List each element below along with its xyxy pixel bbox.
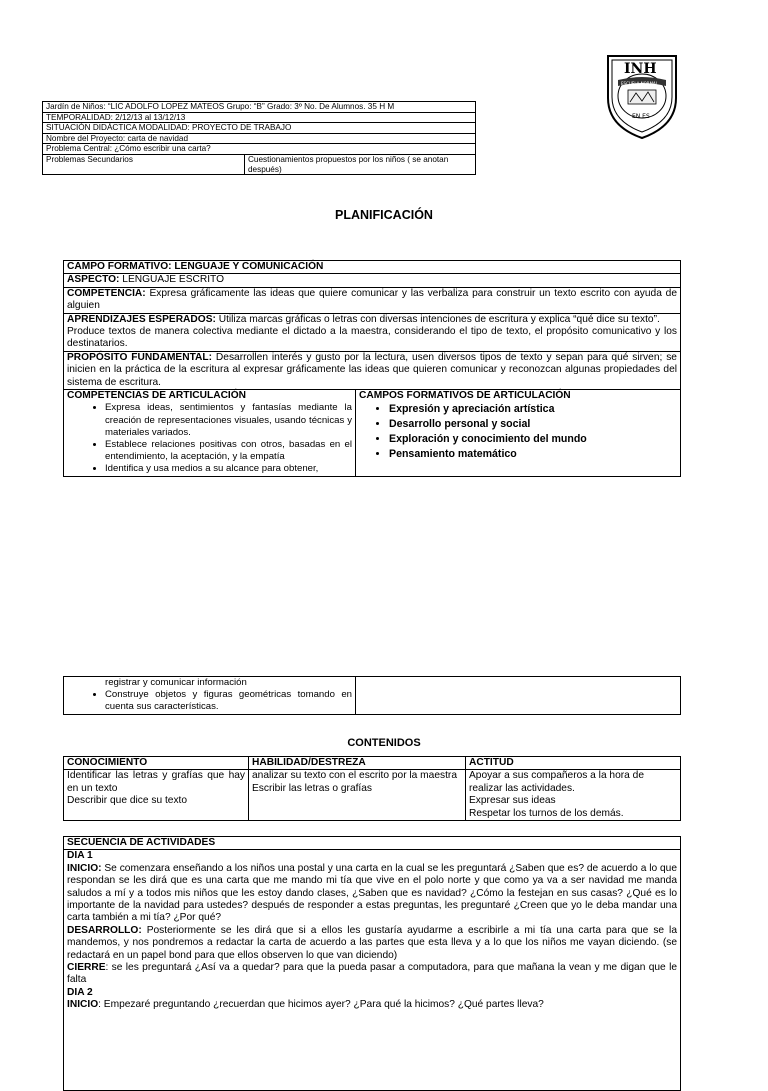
proposito-value: Desarrollen interés y gusto por la lectura, usen diversos tipos de texto y sepan para qué sirven; se inicien en la práctica de la escritura al expresar gráficamente las ideas que quieren comunicar y reconozcan algunas propiedades del sistema de escritura. [67, 351, 677, 388]
conocimiento-cell [64, 770, 249, 821]
conocimiento-item: Describir que dice su texto [67, 795, 188, 807]
desarrollo-label: DESARROLLO: [67, 924, 142, 936]
list-item: • Identifica y usa medios a su alcance para obtener, [105, 463, 352, 475]
header-row-school: Jardín de Niños: “LIC ADOLFO LOPEZ MATEOS Grupo: “B” Grado: 3º No. De Alumnos. 35 H M [43, 102, 476, 113]
actitud-item: Respetar los turnos de los demás. [469, 807, 624, 819]
aspecto-label: ASPECTO: [67, 274, 120, 286]
cont-line: registrar y comunicar información [105, 677, 247, 688]
dia-1-label: DIA 1 [67, 850, 93, 862]
inicio-paragraph [67, 863, 677, 925]
comp-art-list-cont [67, 689, 352, 713]
header-row-problema: Problema Central: ¿Cómo escribir una carta? [43, 144, 476, 155]
competencia-value: Expresa gráficamente las ideas que quiere comunicar y las verbaliza para construir un texto escrito con ayuda de alguien [67, 287, 677, 312]
school-crest-icon [604, 46, 680, 140]
logo-text-ring: ESCUELA NORMAL [621, 81, 658, 86]
logo-text-bottom: EN ES [632, 113, 650, 120]
actitud-item: Expresar sus ideas [469, 795, 556, 807]
conocimiento-item: Identificar las letras y grafías que hay en un texto [67, 770, 245, 794]
competencias-articulacion-cont [64, 677, 356, 715]
header-row-situacion: SITUACIÓN DIDÁCTICA MODALIDAD: PROYECTO DE TRABAJO [43, 123, 476, 134]
secuencia-title: SECUENCIA DE ACTIVIDADES [64, 837, 681, 850]
planning-table-continued [63, 676, 681, 715]
aprendizajes-row [64, 313, 681, 351]
list-item: • Expresión y apreciación artística [389, 402, 677, 417]
cierre-label: CIERRE [67, 962, 106, 974]
competencias-articulacion [64, 390, 356, 477]
proposito-label: PROPÓSITO FUNDAMENTAL: [67, 351, 213, 363]
comp-art-heading: COMPETENCIAS DE ARTICULACIÓN [67, 390, 247, 402]
header-conocimiento: CONOCIMIENTO [64, 757, 249, 770]
campos-articulacion-cont [356, 677, 681, 715]
desarrollo-paragraph [67, 925, 677, 962]
header-actitud: ACTITUD [466, 757, 681, 770]
contenidos-title: CONTENIDOS [347, 737, 421, 749]
header-habilidad: HABILIDAD/DESTREZA [249, 757, 466, 770]
inicio2-value: : Empezaré preguntando ¿recuerdan que hicimos ayer? ¿Para qué la hicimos? ¿Qué partes lleva? [98, 999, 544, 1011]
inicio-value: Se comenzara enseñando a los niños una postal y una carta en la cual se les preguntará ¿Saben que es? de acuerdo a lo que respondan se les dirá que es una carta que me mando mi tía que vive en el polo norte y que como ya va a ser navidad me manda saludos a mí y a todos mis niños que les estoy dando clases, ¿Saben que es navidad? ¿Cómo la festejan en sus casas? ¿Qué es lo importante de la navidad para ustedes? después de responder a estas preguntas, les preguntaré ¿Creen que yo le deba mandar una carta también a mi tía? ¿Por qué? [67, 862, 677, 924]
list-item: • Exploración y conocimiento del mundo [389, 432, 677, 447]
habilidad-cell [249, 770, 466, 821]
inicio-label: INICIO: [67, 862, 102, 874]
proposito-row [64, 351, 681, 389]
header-row-cuestionamientos: Cuestionamientos propuestos por los niños ( se anotan después) [245, 154, 476, 174]
competencia-label: COMPETENCIA: [67, 287, 146, 299]
aprendizajes-value-1: Utiliza marcas gráficas o letras con diversas intenciones de escritura y explica “qué dice su texto”. [215, 313, 660, 325]
actitud-item: Apoyar a sus compañeros a la hora de realizar las actividades. [469, 770, 644, 794]
planning-table [63, 260, 681, 477]
list-item: • Construye objetos y figuras geométricas tomando en cuenta sus características. [105, 689, 352, 713]
habilidad-item: analizar su texto con el escrito por la maestra [252, 770, 457, 782]
page-title: PLANIFICACIÓN [335, 208, 433, 222]
header-row-temporalidad: TEMPORALIDAD: 2/12/13 al 13/12/13 [43, 112, 476, 123]
list-item: • Establece relaciones positivas con otros, basadas en el entendimiento, la aceptación, y la empatía [105, 439, 352, 463]
comp-art-list [67, 402, 352, 475]
campos-art-list [359, 402, 677, 462]
contenidos-table [63, 756, 681, 821]
header-info-table [42, 101, 476, 175]
actitud-cell [466, 770, 681, 821]
list-item: • Pensamiento matemático [389, 447, 677, 462]
campos-articulacion [356, 390, 681, 477]
aprendizajes-label: APRENDIZAJES ESPERADOS: [67, 313, 216, 325]
aspecto-value: LENGUAJE ESCRITO [119, 274, 225, 286]
habilidad-item: Escribir las letras o grafías [252, 782, 373, 794]
desarrollo-value: Posteriormente se les dirá que si a ellos les gustaría ayudarme a escribirle a mi tía una carta para que se la mandemos, y nos pondremos a redactar la carta de acuerdo a las partes que esta lleva y a lo que los niños me vayan diciendo. (se redactará en un papel bond para que ellos observen lo que van diciendo) [67, 924, 677, 961]
aspecto-row [64, 274, 681, 287]
cierre-paragraph [67, 962, 677, 987]
competencia-row [64, 287, 681, 313]
secuencia-table [63, 836, 681, 1091]
campo-formativo: CAMPO FORMATIVO: LENGUAJE Y COMUNICACIÓN [64, 261, 681, 274]
list-item: • Expresa ideas, sentimientos y fantasías mediante la creación de representaciones visuales, usando técnicas y materiales variados. [105, 402, 352, 439]
list-item: • Desarrollo personal y social [389, 417, 677, 432]
secuencia-body [64, 850, 681, 1091]
header-row-secundarios: Problemas Secundarios [43, 154, 245, 174]
inicio2-label: INICIO [67, 999, 99, 1011]
aprendizajes-value-2: Produce textos de manera colectiva mediante el dictado a la maestra, considerando el tipo de texto, el propósito comunicativo y los destinatarios. [67, 326, 677, 350]
dia-2-label: DIA 2 [67, 986, 93, 998]
inicio2-paragraph [67, 999, 677, 1011]
logo-text-top: INH [624, 61, 657, 77]
header-row-proyecto: Nombre del Proyecto: carta de navidad [43, 133, 476, 144]
campos-art-heading: CAMPOS FORMATIVOS DE ARTICULACIÓN [359, 390, 571, 402]
cierre-value: : se les preguntará ¿Así va a quedar? para que la pueda pasar a computadora, para que mañana la vean y me digan que le falta [67, 962, 677, 986]
